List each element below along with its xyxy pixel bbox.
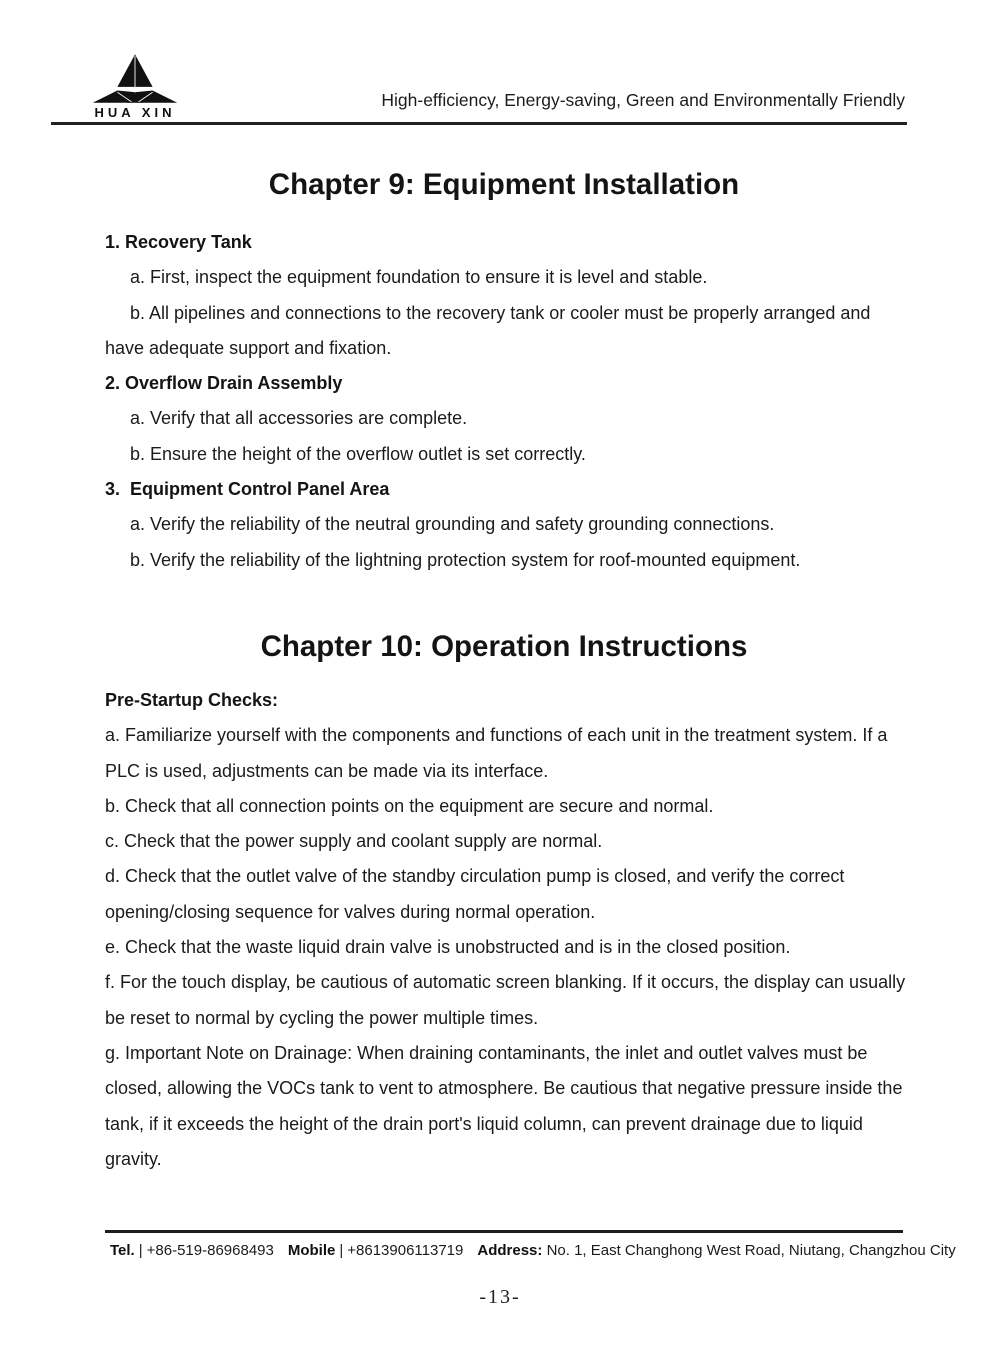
section-2-item-a: a. Verify that all accessories are complete. xyxy=(130,408,468,429)
section-2-item-b: b. Ensure the height of the overflow outlet is set correctly. xyxy=(130,443,586,464)
address-label: Address: xyxy=(477,1242,543,1259)
tel-label: Tel. xyxy=(110,1242,135,1259)
section-1-heading: 1. Recovery Tank xyxy=(105,232,252,252)
chapter-9-content xyxy=(105,225,911,578)
chapter-10-title: Chapter 10: Operation Instructions xyxy=(260,629,748,663)
footer-rule xyxy=(105,1230,903,1233)
pre-startup-heading: Pre-Startup Checks: xyxy=(105,689,279,710)
address-value: No. 1, East Changhong West Road, Niutang, Changzhou City xyxy=(546,1242,956,1259)
logo-text: HUA XIN xyxy=(94,105,176,120)
section-3-item-b: b. Verify the reliability of the lightning protection system for roof-mounted equipment. xyxy=(130,549,801,570)
check-item-a: a. Familiarize yourself with the components and functions of each unit in the treatment system. If a PLC is used, adjustments can be made via its interface. xyxy=(105,725,893,781)
section-3-heading: 3. Equipment Control Panel Area xyxy=(105,479,390,500)
section-3-item-a: a. Verify the reliability of the neutral grounding and safety grounding connections. xyxy=(130,514,775,535)
check-item-c: c. Check that the power supply and coolant supply are normal. xyxy=(105,831,603,852)
section-1-item-b: b. All pipelines and connections to the recovery tank or cooler must be properly arranged and have adequate support and fixation. xyxy=(105,302,876,358)
mobile-label: Mobile xyxy=(287,1242,336,1259)
check-item-g: g. Important Note on Drainage: When draining contaminants, the inlet and outlet valves must be closed, allowing the VOCs tank to vent to atmosphere. Be cautious that negative pressure inside the tank, if it exceeds the height of the drain port's liquid column, can prevent drainage due to liquid gravity. xyxy=(105,1042,908,1169)
page-number: -13- xyxy=(479,1286,521,1308)
tel-value: +86-519-86968493 xyxy=(146,1242,274,1259)
check-item-f: f. For the touch display, be cautious of automatic screen blanking. If it occurs, the display can usually be reset to normal by cycling the power multiple times. xyxy=(105,972,911,1028)
check-item-d: d. Check that the outlet valve of the standby circulation pump is closed, and verify the correct opening/closing sequence for valves during normal operation. xyxy=(105,866,850,922)
mobile-value: +8613906113719 xyxy=(347,1242,464,1259)
check-item-e: e. Check that the waste liquid drain valve is unobstructed and is in the closed position. xyxy=(105,937,791,958)
footer-contact-line xyxy=(110,1242,956,1259)
check-item-b: b. Check that all connection points on the equipment are secure and normal. xyxy=(105,795,714,816)
document-body xyxy=(105,0,911,1177)
tel-separator: | xyxy=(138,1242,143,1259)
section-1-item-a: a. First, inspect the equipment foundation to ensure it is level and stable. xyxy=(130,267,708,288)
chapter-10-content xyxy=(105,683,911,1177)
chapter-9-title: Chapter 9: Equipment Installation xyxy=(268,168,740,201)
header-tagline: High-efficiency, Energy-saving, Green and Environmentally Friendly xyxy=(381,90,905,110)
mobile-separator: | xyxy=(339,1242,344,1259)
section-2-heading: 2. Overflow Drain Assembly xyxy=(105,373,343,394)
